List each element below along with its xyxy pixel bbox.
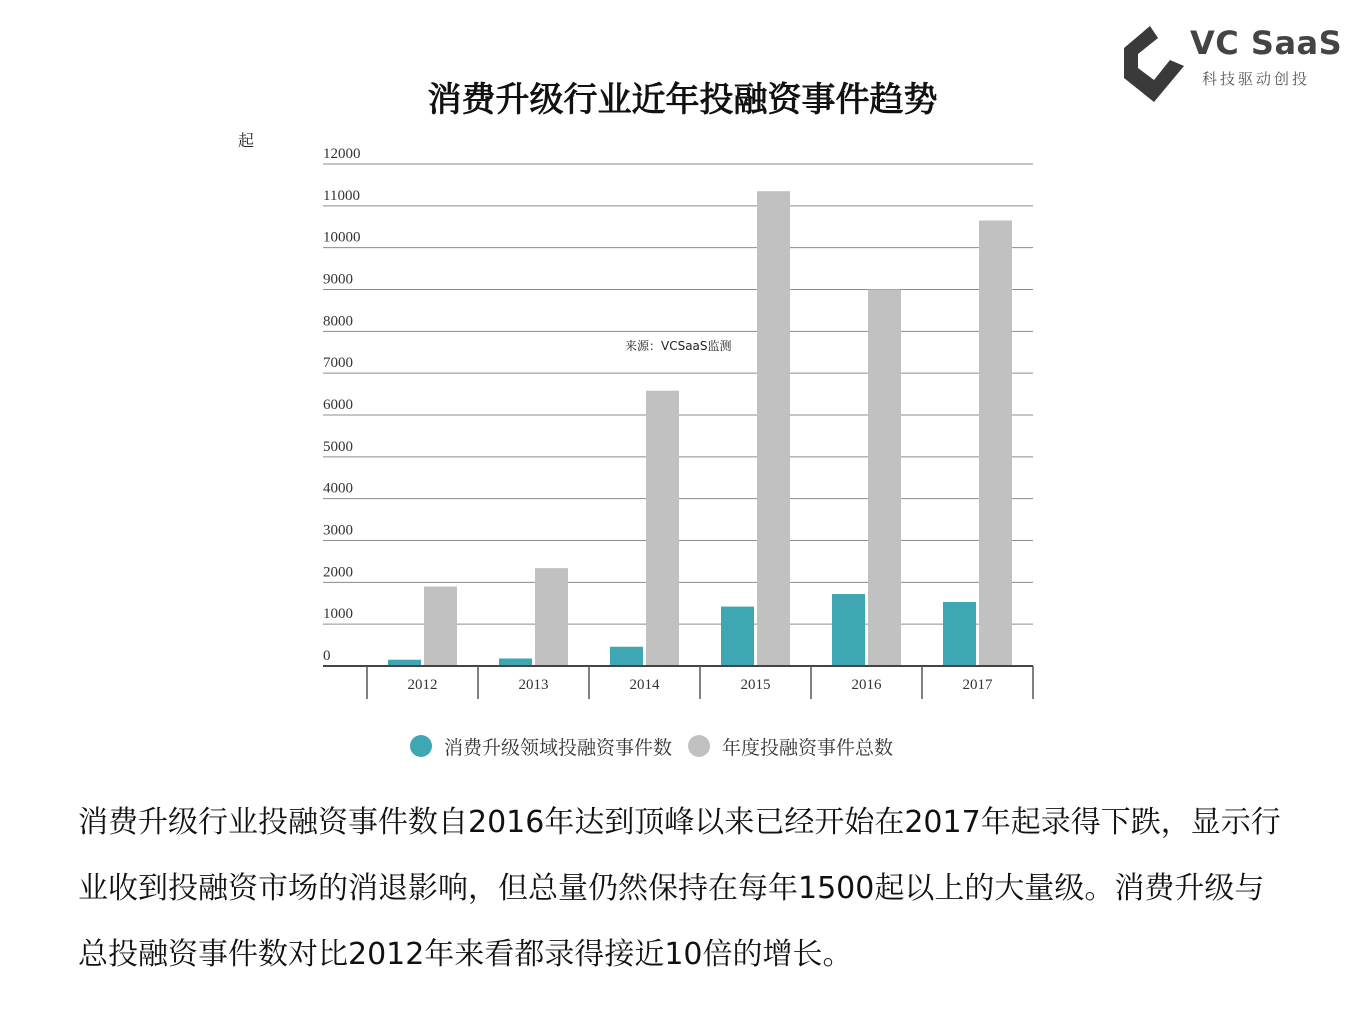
bar-consumer [832,594,865,666]
x-tick-label: 2017 [962,677,993,693]
y-tick-label: 7000 [323,355,353,372]
legend-label-consumer: 消费升级领域投融资事件数 [444,736,673,759]
bar-consumer [499,658,532,666]
y-tick-label: 3000 [323,522,353,539]
x-tick-label: 2016 [851,677,882,693]
x-tick-label: 2012 [407,677,438,693]
logo-name: VC SaaS [1190,24,1343,62]
analysis-paragraph: 消费升级行业投融资事件数自2016年达到顶峰以来已经开始在2017年起录得下跌，显示行业收到投融资市场的消退影响，但总量仍然保持在每年1500起以上的大量级。消费升级与总投融资事件数对比2012年来看都录得接近10倍的增长。 [78,805,1281,972]
x-tick-label: 2015 [740,677,771,693]
bar-total [868,290,901,667]
logo-tagline: 科技驱动创投 [1202,70,1311,88]
bars [388,191,1012,666]
chart-title: 消费升级行业近年投融资事件趋势 [427,80,938,120]
bar-total [979,220,1012,666]
y-tick-label: 0 [323,648,331,664]
x-tick-label: 2014 [629,677,660,693]
chart-legend [410,732,893,760]
y-tick-label: 12000 [323,146,361,162]
bar-consumer [610,647,643,666]
bar-consumer [943,602,976,666]
source-annotation: 来源：VCSaaS监测 [625,339,732,353]
y-tick-label: 10000 [323,229,361,246]
y-tick-label: 2000 [323,564,353,581]
legend-item-consumer [410,733,672,760]
legend-swatch-total [688,735,710,757]
bar-consumer [721,607,754,666]
y-tick-label: 5000 [323,438,353,455]
y-tick-label: 6000 [323,397,353,413]
y-tick-label: 8000 [323,313,353,330]
y-axis-unit: 起 [238,131,255,150]
y-axis-ticks [323,146,361,664]
bar-total [646,391,679,666]
x-tick-label: 2013 [518,677,549,693]
y-tick-label: 1000 [323,606,353,623]
y-tick-label: 4000 [323,480,353,497]
bar-total [535,568,568,666]
legend-swatch-consumer [410,735,432,757]
y-tick-label: 9000 [323,271,353,288]
bar-total [757,191,790,666]
y-tick-label: 11000 [323,187,360,204]
legend-item-total [688,733,893,760]
bar-total [424,587,457,666]
legend-label-total: 年度投融资事件总数 [722,736,894,759]
